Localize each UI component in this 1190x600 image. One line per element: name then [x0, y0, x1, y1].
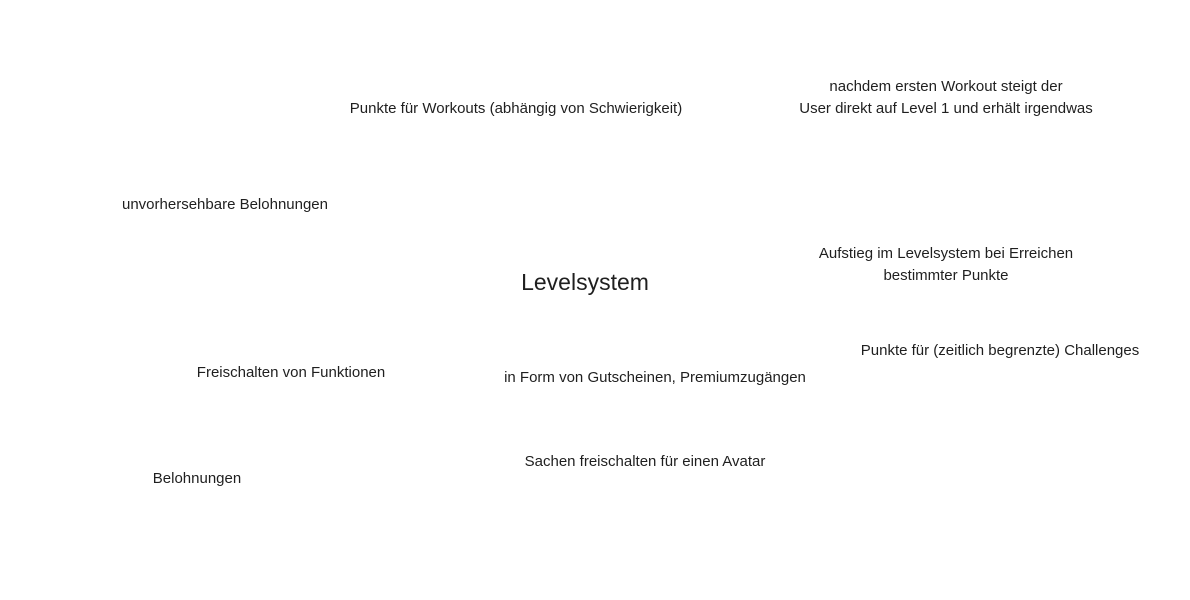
note-text: Freischalten von Funktionen: [196, 364, 386, 381]
note-challenge-points[interactable]: [861, 340, 1139, 362]
note-text: Punkte für Workouts (abhängig von Schwierigkeit): [349, 100, 683, 117]
note-text: Sachen freischalten für einen Avatar: [524, 453, 766, 470]
note-text: Belohnungen: [152, 470, 242, 487]
note-unlock-features[interactable]: [197, 362, 385, 384]
note-text: in Form von Gutscheinen, Premiumzugängen: [504, 369, 806, 386]
note-text-line-2: bestimmter Punkte: [883, 267, 1009, 284]
note-text-line-2: User direkt auf Level 1 und erhält irgendwas: [799, 100, 1093, 117]
note-text-line-1: nachdem ersten Workout steigt der: [829, 78, 1063, 95]
note-text: Punkte für (zeitlich begrenzte) Challenges: [860, 342, 1140, 359]
note-vouchers[interactable]: [504, 367, 806, 389]
note-text: unvorhersehbare Belohnungen: [122, 196, 328, 213]
note-workout-points[interactable]: [350, 98, 682, 120]
note-rewards[interactable]: [153, 468, 241, 490]
note-text-line-1: Aufstieg im Levelsystem bei Erreichen: [818, 245, 1074, 262]
central-topic[interactable]: Levelsystem: [521, 269, 649, 295]
note-avatar-items[interactable]: [525, 451, 766, 473]
note-level-up[interactable]: [819, 243, 1073, 287]
note-first-workout[interactable]: [799, 76, 1093, 120]
note-unpredictable-rewards[interactable]: [122, 194, 328, 216]
